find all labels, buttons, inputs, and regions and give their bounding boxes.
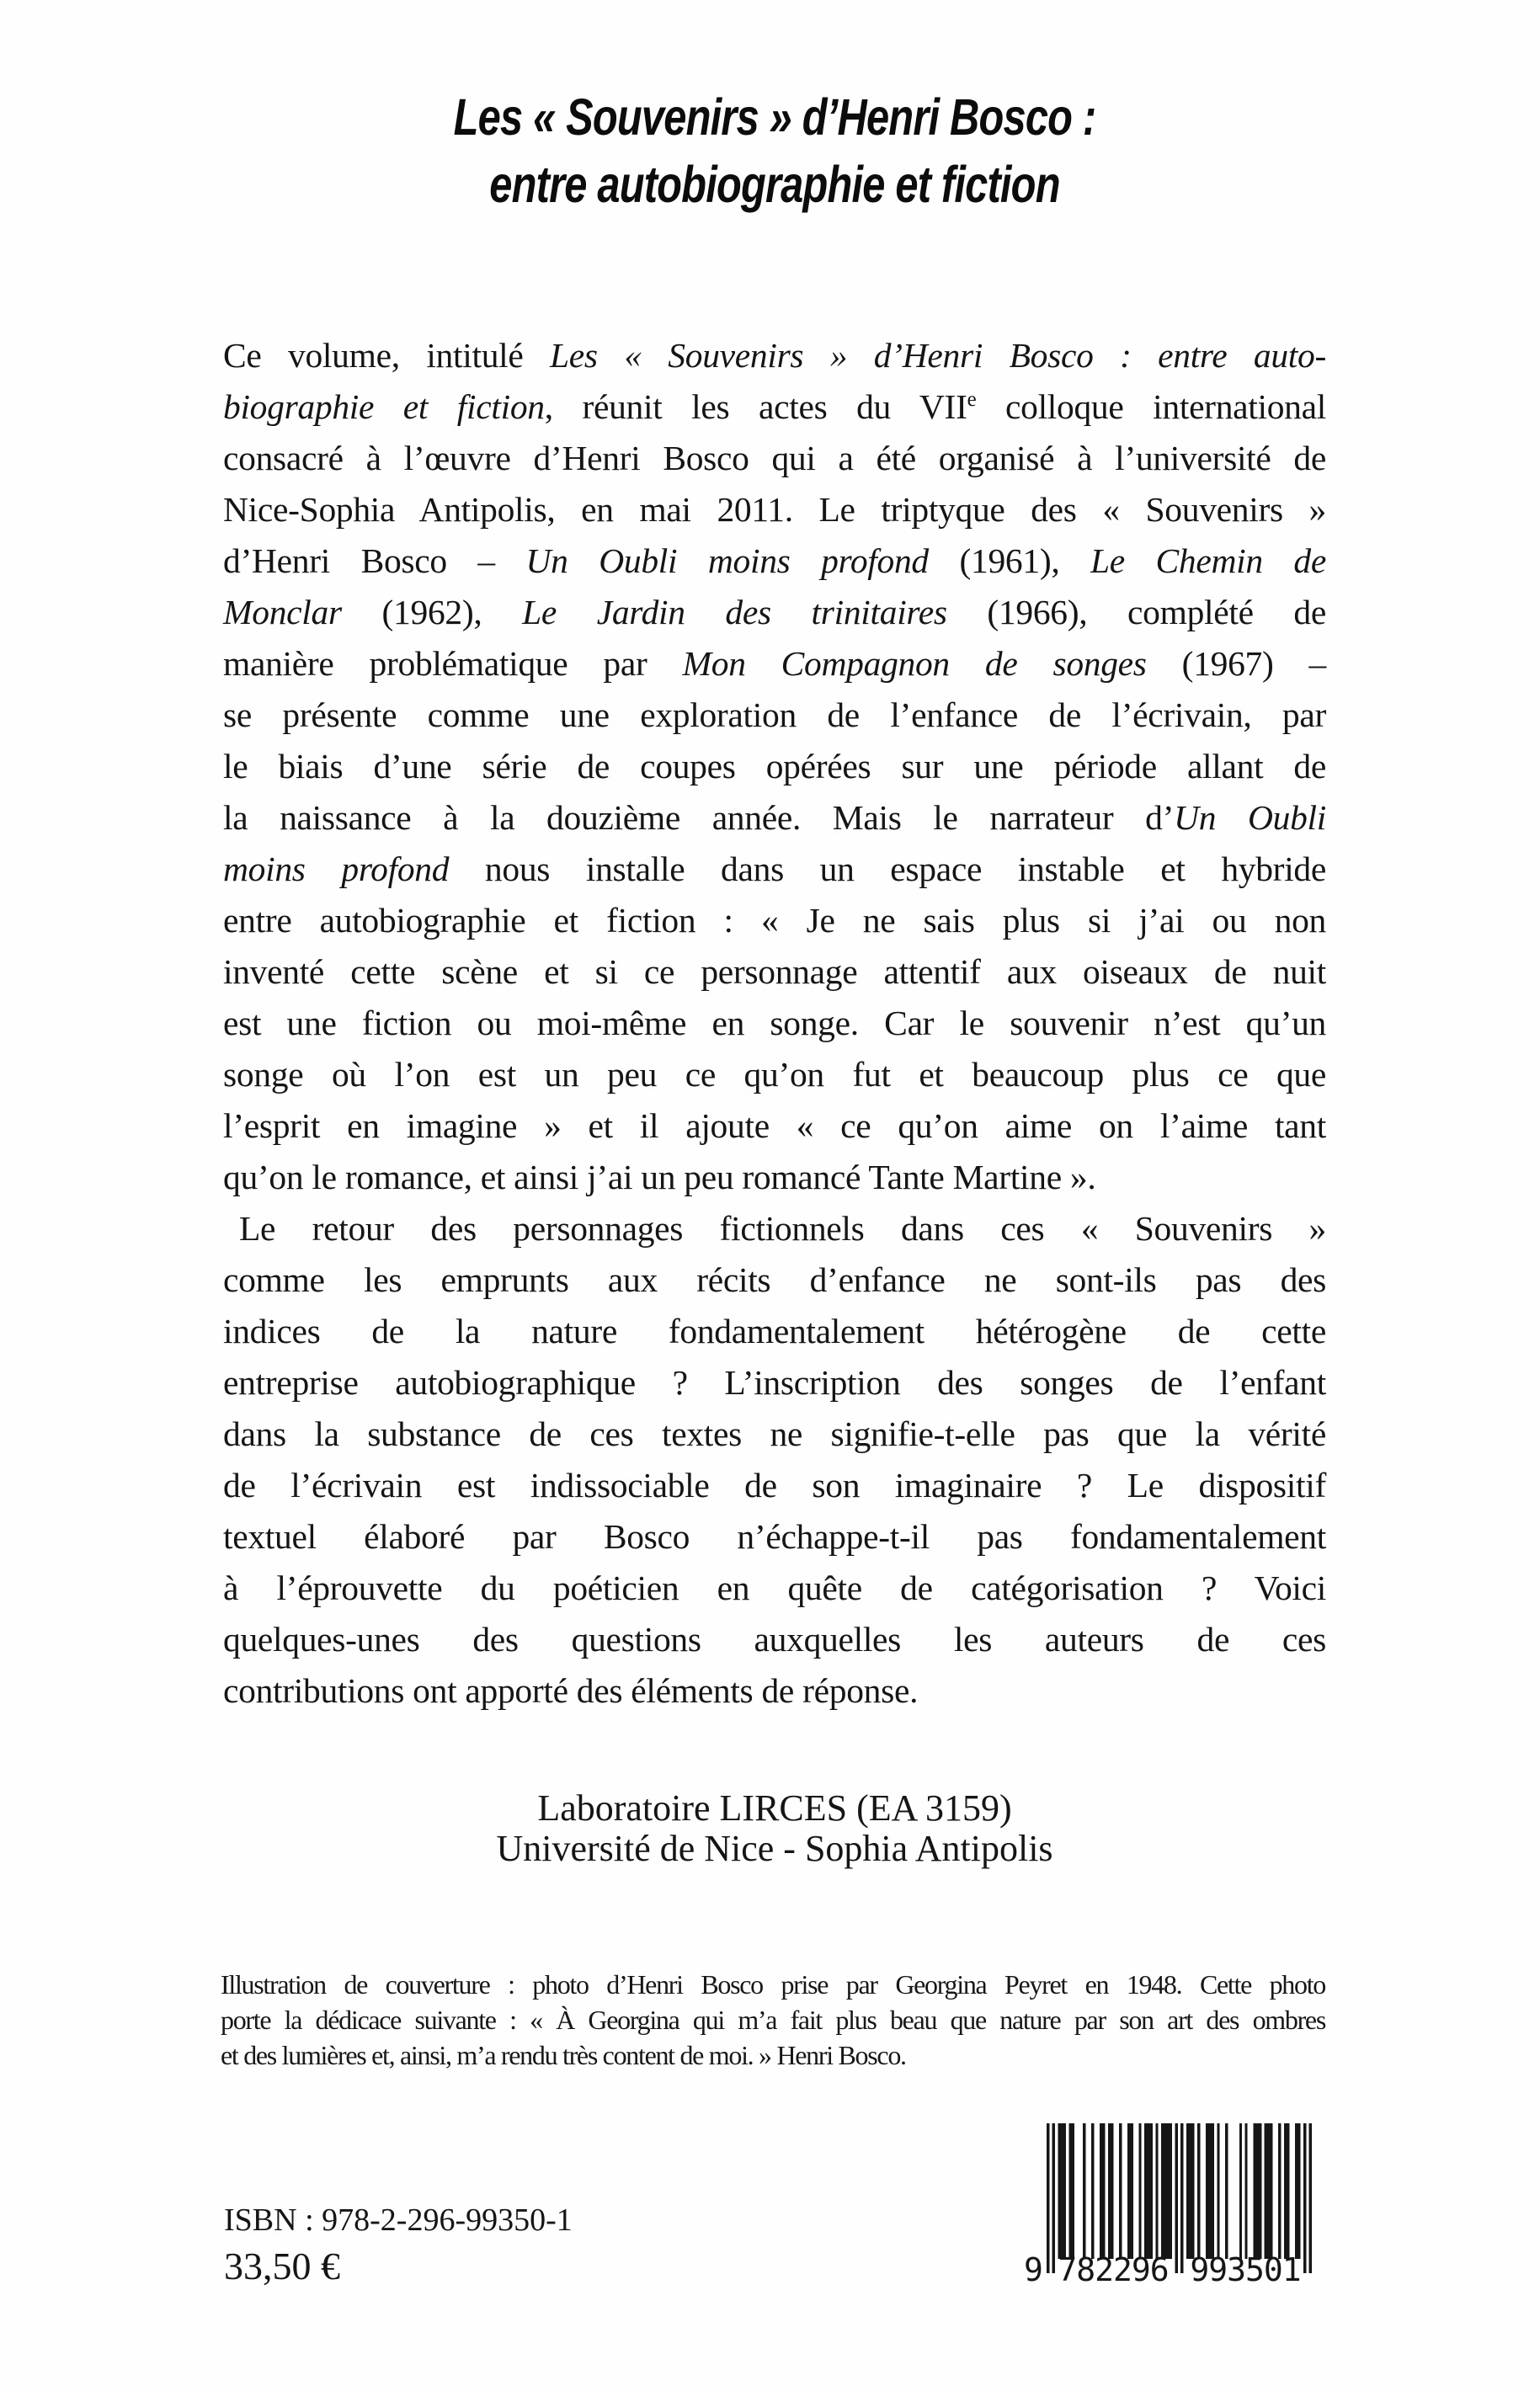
- blurb-line: comme les emprunts aux récits d’enfance ne sont-ils pas des: [223, 1260, 1326, 1299]
- book-title-line-1: Les « Souvenirs » d’Henri Bosco :: [453, 88, 1096, 146]
- blurb-line: manière problématique par Mon Compagnon de songes (1967) –: [223, 644, 1326, 683]
- blurb-line: inventé cette scène et si ce personnage attentif aux oiseaux de nuit: [223, 952, 1326, 991]
- blurb-line: consacré à l’œuvre d’Henri Bosco qui a été organisé à l’université de: [223, 439, 1326, 477]
- blurb-line: à l’éprouvette du poéticien en quête de catégorisation ? Voici: [223, 1568, 1326, 1607]
- ean13-barcode: [1024, 2123, 1312, 2296]
- blurb-line: Nice-Sophia Antipolis, en mai 2011. Le triptyque des « Souvenirs »: [223, 490, 1326, 529]
- barcode-right-group: 993501: [1190, 2251, 1301, 2288]
- affiliation-block: [223, 1788, 1326, 1868]
- blurb-line: d’Henri Bosco – Un Oubli moins profond (1961), Le Chemin de: [223, 541, 1326, 580]
- blurb-line: qu’on le romance, et ainsi j’ai un peu romancé Tante Martine ».: [223, 1158, 1096, 1196]
- blurb-line: dans la substance de ces textes ne signifie-t-elle pas que la vérité: [223, 1414, 1326, 1453]
- book-title-line-2: entre autobiographie et fiction: [489, 156, 1060, 213]
- cover-photo-credit: [221, 1967, 1325, 2073]
- book-title: [333, 83, 1216, 218]
- blurb-line: entreprise autobiographique ? L’inscription des songes de l’enfant: [223, 1363, 1326, 1402]
- credit-line: Illustration de couverture : photo d’Henri Bosco prise par Georgina Peyret en 1948. Cette photo: [221, 1969, 1325, 2000]
- affiliation-university: Université de Nice - Sophia Antipolis: [496, 1827, 1053, 1869]
- blurb-line: moins profond nous installe dans un espace instable et hybride: [223, 849, 1327, 888]
- price-text: 33,50 €: [224, 2245, 340, 2287]
- barcode-lead-digit: 9: [1024, 2251, 1042, 2288]
- blurb-line: Ce volume, intitulé Les « Souvenirs » d’Henri Bosco : entre auto-: [223, 336, 1326, 375]
- blurb-line: songe où l’on est un peu ce qu’on fut et beaucoup plus ce que: [223, 1055, 1326, 1094]
- blurb-line: textuel élaboré par Bosco n’échappe-t-il pas fondamentalement: [223, 1517, 1326, 1556]
- blurb-line: de l’écrivain est indissociable de son imaginaire ? Le dispositif: [223, 1466, 1326, 1505]
- barcode-left-group: 782296: [1058, 2251, 1169, 2288]
- blurb-line: se présente comme une exploration de l’enfance de l’écrivain, par: [223, 695, 1326, 734]
- back-cover-blurb: [223, 330, 1326, 1717]
- credit-line: porte la dédicace suivante : « À Georgina qui m’a fait plus beau que nature par son art des ombres: [221, 2005, 1325, 2035]
- blurb-line: entre autobiographie et fiction : « Je ne sais plus si j’ai ou non: [223, 901, 1326, 940]
- blurb-line: indices de la nature fondamentalement hétérogène de cette: [223, 1312, 1326, 1350]
- blurb-line: contributions ont apporté des éléments de réponse.: [223, 1671, 919, 1710]
- blurb-line: l’esprit en imagine » et il ajoute « ce qu’on aime on l’aime tant: [223, 1106, 1326, 1145]
- blurb-line: quelques-unes des questions auxquelles les auteurs de ces: [223, 1620, 1326, 1659]
- affiliation-laboratory: Laboratoire LIRCES (EA 3159): [537, 1787, 1012, 1829]
- blurb-line: la naissance à la douzième année. Mais le narrateur d’Un Oubli: [223, 798, 1326, 837]
- blurb-line: Le retour des personnages fictionnels dans ces « Souvenirs »: [239, 1209, 1326, 1248]
- blurb-line: biographie et fiction, réunit les actes du VIIe colloque international: [223, 387, 1326, 426]
- credit-line: et des lumières et, ainsi, m’a rendu très content de moi. » Henri Bosco.: [221, 2040, 906, 2070]
- blurb-line: est une fiction ou moi-même en songe. Car le souvenir n’est qu’un: [223, 1004, 1326, 1042]
- blurb-line: le biais d’une série de coupes opérées sur une période allant de: [223, 747, 1326, 786]
- isbn-text: ISBN : 978-2-296-99350-1: [224, 2202, 573, 2238]
- blurb-line: Monclar (1962), Le Jardin des trinitaires (1966), complété de: [223, 593, 1326, 631]
